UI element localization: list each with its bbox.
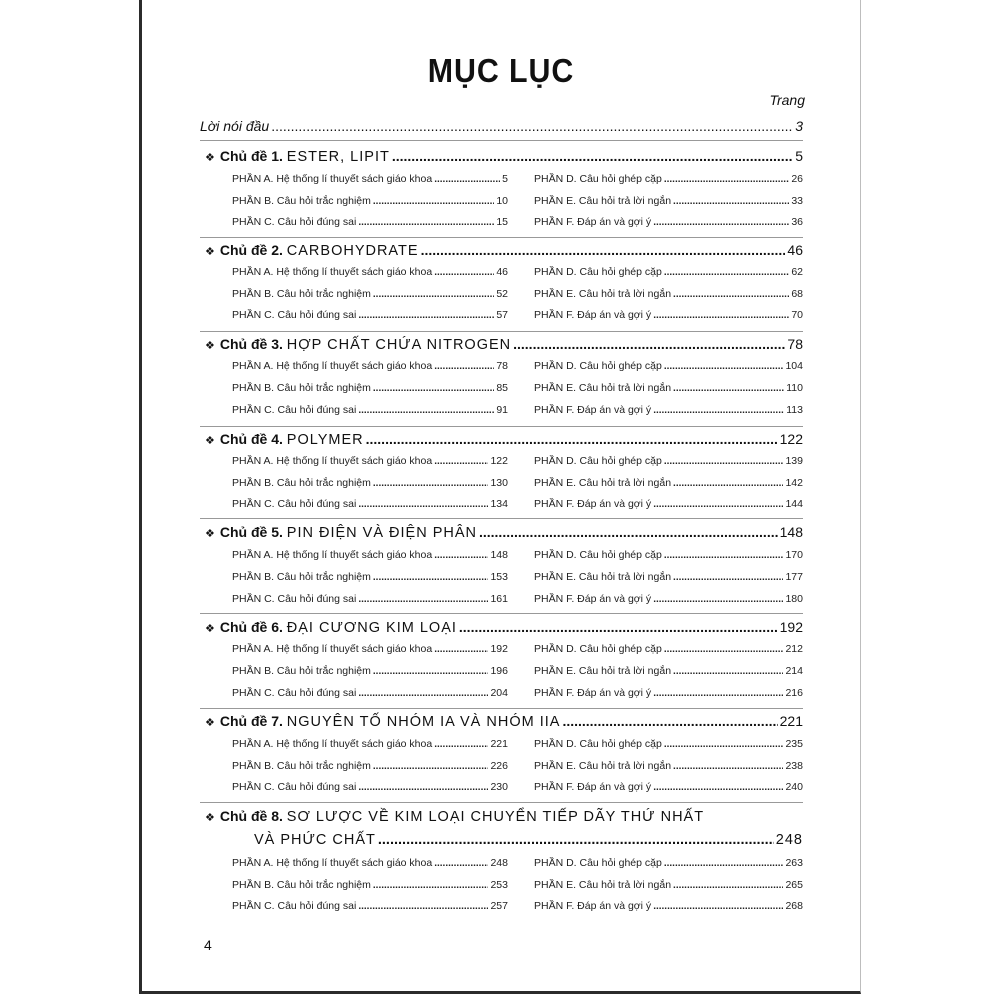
- dot-leader: [673, 879, 783, 891]
- part-page: 268: [785, 900, 803, 912]
- diamond-bullet-icon: ❖: [205, 246, 215, 258]
- part-label: PHẦN B. Câu hỏi trắc nghiệm: [232, 760, 371, 772]
- part-label: PHẦN C. Câu hỏi đúng sai: [232, 216, 357, 228]
- topic-name: ĐẠI CƯƠNG KIM LOẠI: [286, 620, 457, 636]
- part-label: PHẦN D. Câu hỏi ghép cặp: [534, 455, 662, 467]
- page-column-label: Trang: [769, 92, 805, 108]
- dot-leader: [373, 382, 494, 394]
- toc-part[interactable]: [534, 643, 803, 655]
- dot-leader: [653, 781, 783, 793]
- topic-name: SƠ LƯỢC VỀ KIM LOẠI CHUYỂN TIẾP DÃY THỨ NHẤT: [286, 809, 705, 825]
- part-page: 70: [791, 309, 803, 321]
- dot-leader: [358, 900, 488, 912]
- dot-leader: [653, 900, 783, 912]
- part-page: 240: [785, 781, 803, 793]
- part-page: 253: [490, 879, 508, 891]
- toc-part[interactable]: [534, 173, 803, 185]
- toc-part[interactable]: [534, 665, 803, 677]
- toc-part[interactable]: [232, 760, 508, 772]
- dot-leader: [664, 266, 789, 278]
- part-label: PHẦN A. Hệ thống lí thuyết sách giáo khoa: [232, 455, 433, 467]
- part-label: PHẦN F. Đáp án và gợi ý: [534, 309, 652, 321]
- toc-topic[interactable]: [205, 148, 803, 165]
- part-page: 216: [785, 687, 803, 699]
- part-label: PHẦN D. Câu hỏi ghép cặp: [534, 643, 662, 655]
- toc-topic[interactable]: [205, 713, 803, 730]
- toc-part[interactable]: [232, 857, 508, 869]
- part-page: 153: [490, 571, 508, 583]
- dot-leader: [358, 687, 488, 699]
- part-label: PHẦN B. Câu hỏi trắc nghiệm: [232, 477, 371, 489]
- topic-label: Chủ đề 5.: [219, 524, 283, 540]
- dot-leader: [358, 216, 494, 228]
- toc-part[interactable]: [232, 687, 508, 699]
- part-label: PHẦN E. Câu hỏi trả lời ngắn: [534, 760, 672, 772]
- part-page: 263: [785, 857, 803, 869]
- toc-part[interactable]: [534, 738, 803, 750]
- part-page: 257: [490, 900, 508, 912]
- dot-leader: [653, 593, 783, 605]
- part-page: 91: [496, 404, 508, 416]
- dot-leader: [653, 687, 783, 699]
- topic-label: Chủ đề 8.: [219, 808, 283, 824]
- divider: [200, 613, 803, 614]
- toc-preface-page: 3: [795, 118, 803, 134]
- part-label: PHẦN A. Hệ thống lí thuyết sách giáo khoa: [232, 643, 433, 655]
- toc-part[interactable]: [232, 738, 508, 750]
- dot-leader: [664, 360, 784, 372]
- toc-part[interactable]: [232, 173, 508, 185]
- divider: [200, 331, 803, 332]
- toc-part[interactable]: [534, 382, 803, 394]
- divider: [200, 802, 803, 803]
- toc-topic[interactable]: [205, 336, 803, 353]
- topic-name: NGUYÊN TỐ NHÓM IA VÀ NHÓM IIA: [286, 714, 561, 730]
- toc-part[interactable]: [534, 266, 803, 278]
- toc-part[interactable]: [232, 665, 508, 677]
- dot-leader: [373, 760, 489, 772]
- dot-leader: [673, 382, 784, 394]
- part-label: PHẦN C. Câu hỏi đúng sai: [232, 404, 357, 416]
- part-label: PHẦN F. Đáp án và gợi ý: [534, 687, 652, 699]
- dot-leader: [373, 477, 489, 489]
- topic-name-continuation: VÀ PHỨC CHẤT: [254, 832, 376, 848]
- topic-page: 221: [779, 713, 803, 729]
- dot-leader: [664, 857, 784, 869]
- topic-page: 78: [787, 336, 803, 352]
- part-page: 68: [791, 288, 803, 300]
- dot-leader: [373, 665, 489, 677]
- toc-part[interactable]: [534, 781, 803, 793]
- dot-leader: [366, 431, 778, 447]
- part-page: 62: [791, 266, 803, 278]
- dot-leader: [358, 498, 488, 510]
- diamond-bullet-icon: ❖: [205, 812, 215, 824]
- toc-topic[interactable]: [205, 242, 803, 259]
- part-page: 122: [490, 455, 508, 467]
- toc-part[interactable]: [232, 549, 508, 561]
- part-label: PHẦN C. Câu hỏi đúng sai: [232, 781, 357, 793]
- dot-leader: [434, 643, 488, 655]
- part-label: PHẦN A. Hệ thống lí thuyết sách giáo khoa: [232, 857, 433, 869]
- dot-leader: [673, 288, 789, 300]
- dot-leader: [421, 242, 786, 258]
- dot-leader: [434, 738, 488, 750]
- part-label: PHẦN E. Câu hỏi trả lời ngắn: [534, 571, 672, 583]
- part-page: 15: [496, 216, 508, 228]
- dot-leader: [373, 879, 489, 891]
- dot-leader: [459, 619, 778, 635]
- toc-part[interactable]: [232, 879, 508, 891]
- part-label: PHẦN B. Câu hỏi trắc nghiệm: [232, 571, 371, 583]
- toc-part[interactable]: [534, 360, 803, 372]
- topic-label: Chủ đề 7.: [219, 713, 283, 729]
- part-page: 52: [496, 288, 508, 300]
- page-number: 4: [204, 937, 212, 953]
- page-title: MỤC LỤC: [427, 52, 575, 89]
- toc-preface[interactable]: [200, 118, 803, 134]
- part-page: 265: [785, 879, 803, 891]
- part-page: 10: [496, 195, 508, 207]
- toc-part[interactable]: [534, 309, 803, 321]
- topic-page: 46: [787, 242, 803, 258]
- part-label: PHẦN E. Câu hỏi trả lời ngắn: [534, 665, 672, 677]
- part-page: 104: [785, 360, 803, 372]
- toc-part[interactable]: [534, 216, 803, 228]
- part-label: PHẦN C. Câu hỏi đúng sai: [232, 498, 357, 510]
- part-label: PHẦN C. Câu hỏi đúng sai: [232, 900, 357, 912]
- part-page: 177: [785, 571, 803, 583]
- diamond-bullet-icon: ❖: [205, 528, 215, 540]
- part-page: 57: [496, 309, 508, 321]
- toc-part[interactable]: [534, 195, 803, 207]
- part-page: 130: [490, 477, 508, 489]
- toc-part[interactable]: [232, 309, 508, 321]
- toc-part[interactable]: [534, 498, 803, 510]
- book-page: [139, 0, 861, 994]
- part-page: 85: [496, 382, 508, 394]
- part-label: PHẦN B. Câu hỏi trắc nghiệm: [232, 288, 371, 300]
- part-page: 230: [490, 781, 508, 793]
- dot-leader: [653, 216, 789, 228]
- toc-part[interactable]: [232, 216, 508, 228]
- toc-topic[interactable]: [205, 524, 803, 541]
- dot-leader: [434, 266, 494, 278]
- toc-part[interactable]: [534, 687, 803, 699]
- part-label: PHẦN D. Câu hỏi ghép cặp: [534, 360, 662, 372]
- dot-leader: [664, 549, 784, 561]
- dot-leader: [673, 665, 783, 677]
- topic-label: Chủ đề 4.: [219, 431, 283, 447]
- toc-part[interactable]: [232, 571, 508, 583]
- dot-leader: [653, 498, 783, 510]
- part-page: 134: [490, 498, 508, 510]
- part-page: 142: [785, 477, 803, 489]
- dot-leader: [653, 309, 789, 321]
- topic-page: 5: [795, 148, 803, 164]
- part-page: 144: [785, 498, 803, 510]
- part-page: 161: [490, 593, 508, 605]
- part-label: PHẦN A. Hệ thống lí thuyết sách giáo khoa: [232, 173, 433, 185]
- part-label: PHẦN F. Đáp án và gợi ý: [534, 593, 652, 605]
- dot-leader: [434, 549, 488, 561]
- part-label: PHẦN A. Hệ thống lí thuyết sách giáo khoa: [232, 360, 433, 372]
- diamond-bullet-icon: ❖: [205, 152, 215, 164]
- toc-part[interactable]: [232, 498, 508, 510]
- part-page: 214: [785, 665, 803, 677]
- toc-part[interactable]: [534, 549, 803, 561]
- toc-part[interactable]: [534, 879, 803, 891]
- toc-part[interactable]: [232, 288, 508, 300]
- dot-leader: [673, 195, 789, 207]
- part-page: 46: [496, 266, 508, 278]
- part-page: 113: [786, 404, 803, 416]
- topic-page: 248: [775, 832, 803, 848]
- part-page: 221: [490, 738, 508, 750]
- diamond-bullet-icon: ❖: [205, 717, 215, 729]
- dot-leader: [434, 857, 488, 869]
- part-label: PHẦN E. Câu hỏi trả lời ngắn: [534, 879, 672, 891]
- part-label: PHẦN F. Đáp án và gợi ý: [534, 404, 652, 416]
- diamond-bullet-icon: ❖: [205, 435, 215, 447]
- toc-part[interactable]: [232, 360, 508, 372]
- part-label: PHẦN E. Câu hỏi trả lời ngắn: [534, 195, 672, 207]
- part-label: PHẦN B. Câu hỏi trắc nghiệm: [232, 665, 371, 677]
- dot-leader: [271, 118, 793, 134]
- part-label: PHẦN A. Hệ thống lí thuyết sách giáo khoa: [232, 266, 433, 278]
- part-page: 212: [785, 643, 803, 655]
- dot-leader: [373, 195, 494, 207]
- dot-leader: [479, 524, 778, 540]
- part-page: 196: [490, 665, 508, 677]
- part-label: PHẦN B. Câu hỏi trắc nghiệm: [232, 382, 371, 394]
- toc-part[interactable]: [232, 266, 508, 278]
- divider: [200, 708, 803, 709]
- part-page: 248: [490, 857, 508, 869]
- topic-name: CARBOHYDRATE: [286, 243, 419, 259]
- divider: [200, 426, 803, 427]
- part-label: PHẦN E. Câu hỏi trả lời ngắn: [534, 382, 672, 394]
- dot-leader: [392, 148, 793, 164]
- dot-leader: [434, 360, 494, 372]
- toc-part[interactable]: [232, 643, 508, 655]
- toc-part[interactable]: [232, 455, 508, 467]
- toc-preface-label: Lời nói đầu: [200, 118, 270, 134]
- toc-part[interactable]: [534, 760, 803, 772]
- toc-part[interactable]: [534, 900, 803, 912]
- part-label: PHẦN B. Câu hỏi trắc nghiệm: [232, 195, 371, 207]
- toc-topic-continuation[interactable]: [254, 832, 803, 848]
- part-label: PHẦN B. Câu hỏi trắc nghiệm: [232, 879, 371, 891]
- toc-part[interactable]: [534, 288, 803, 300]
- part-label: PHẦN C. Câu hỏi đúng sai: [232, 593, 357, 605]
- toc-part[interactable]: [534, 571, 803, 583]
- toc-topic[interactable]: [205, 619, 803, 636]
- dot-leader: [562, 713, 777, 729]
- toc-topic[interactable]: [205, 431, 803, 448]
- topic-name: PIN ĐIỆN VÀ ĐIỆN PHÂN: [286, 525, 477, 541]
- toc-part[interactable]: [232, 900, 508, 912]
- toc-part[interactable]: [534, 857, 803, 869]
- part-page: 110: [786, 382, 803, 394]
- part-page: 235: [785, 738, 803, 750]
- part-page: 5: [502, 173, 508, 185]
- part-page: 226: [490, 760, 508, 772]
- part-label: PHẦN D. Câu hỏi ghép cặp: [534, 173, 662, 185]
- dot-leader: [513, 336, 785, 352]
- dot-leader: [434, 455, 488, 467]
- toc-part[interactable]: [534, 404, 803, 416]
- toc-part[interactable]: [232, 477, 508, 489]
- topic-page: 192: [779, 619, 803, 635]
- part-page: 78: [496, 360, 508, 372]
- part-page: 148: [490, 549, 508, 561]
- part-label: PHẦN C. Câu hỏi đúng sai: [232, 687, 357, 699]
- dot-leader: [664, 455, 784, 467]
- dot-leader: [673, 760, 783, 772]
- dot-leader: [653, 404, 784, 416]
- dot-leader: [434, 173, 500, 185]
- topic-name: HỢP CHẤT CHỨA NITROGEN: [286, 337, 512, 353]
- toc-part[interactable]: [534, 593, 803, 605]
- dot-leader: [358, 593, 488, 605]
- topic-label: Chủ đề 2.: [219, 242, 283, 258]
- part-page: 36: [791, 216, 803, 228]
- toc-part[interactable]: [232, 382, 508, 394]
- part-label: PHẦN F. Đáp án và gợi ý: [534, 216, 652, 228]
- toc-part[interactable]: [232, 195, 508, 207]
- dot-leader: [664, 173, 789, 185]
- part-label: PHẦN F. Đáp án và gợi ý: [534, 498, 652, 510]
- part-label: PHẦN A. Hệ thống lí thuyết sách giáo khoa: [232, 738, 433, 750]
- toc-part[interactable]: [232, 404, 508, 416]
- toc-part[interactable]: [534, 477, 803, 489]
- topic-label: Chủ đề 3.: [219, 336, 283, 352]
- part-page: 238: [785, 760, 803, 772]
- dot-leader: [358, 404, 494, 416]
- part-page: 204: [490, 687, 508, 699]
- dot-leader: [358, 309, 494, 321]
- toc-part[interactable]: [534, 455, 803, 467]
- part-page: 180: [785, 593, 803, 605]
- topic-name: ESTER, LIPIT: [286, 149, 390, 165]
- part-label: PHẦN D. Câu hỏi ghép cặp: [534, 857, 662, 869]
- part-label: PHẦN A. Hệ thống lí thuyết sách giáo khoa: [232, 549, 433, 561]
- diamond-bullet-icon: ❖: [205, 623, 215, 635]
- dot-leader: [358, 781, 488, 793]
- part-page: 139: [785, 455, 803, 467]
- part-label: PHẦN D. Câu hỏi ghép cặp: [534, 266, 662, 278]
- part-label: PHẦN F. Đáp án và gợi ý: [534, 781, 652, 793]
- dot-leader: [378, 832, 774, 848]
- part-label: PHẦN E. Câu hỏi trả lời ngắn: [534, 477, 672, 489]
- toc-part[interactable]: [232, 593, 508, 605]
- part-page: 192: [490, 643, 508, 655]
- part-page: 33: [791, 195, 803, 207]
- dot-leader: [373, 288, 494, 300]
- part-label: PHẦN D. Câu hỏi ghép cặp: [534, 549, 662, 561]
- part-label: PHẦN E. Câu hỏi trả lời ngắn: [534, 288, 672, 300]
- dot-leader: [673, 477, 783, 489]
- toc-part[interactable]: [232, 781, 508, 793]
- dot-leader: [373, 571, 489, 583]
- divider: [200, 140, 803, 141]
- dot-leader: [673, 571, 783, 583]
- part-label: PHẦN C. Câu hỏi đúng sai: [232, 309, 357, 321]
- diamond-bullet-icon: ❖: [205, 340, 215, 352]
- dot-leader: [664, 643, 784, 655]
- topic-label: Chủ đề 6.: [219, 619, 283, 635]
- part-page: 170: [785, 549, 803, 561]
- divider: [200, 237, 803, 238]
- topic-page: 122: [779, 431, 803, 447]
- part-page: 26: [791, 173, 803, 185]
- topic-name: POLYMER: [286, 432, 364, 448]
- part-label: PHẦN D. Câu hỏi ghép cặp: [534, 738, 662, 750]
- part-label: PHẦN F. Đáp án và gợi ý: [534, 900, 652, 912]
- divider: [200, 518, 803, 519]
- topic-label: Chủ đề 1.: [219, 148, 283, 164]
- topic-page: 148: [779, 524, 803, 540]
- dot-leader: [664, 738, 784, 750]
- toc-topic[interactable]: [205, 808, 704, 825]
